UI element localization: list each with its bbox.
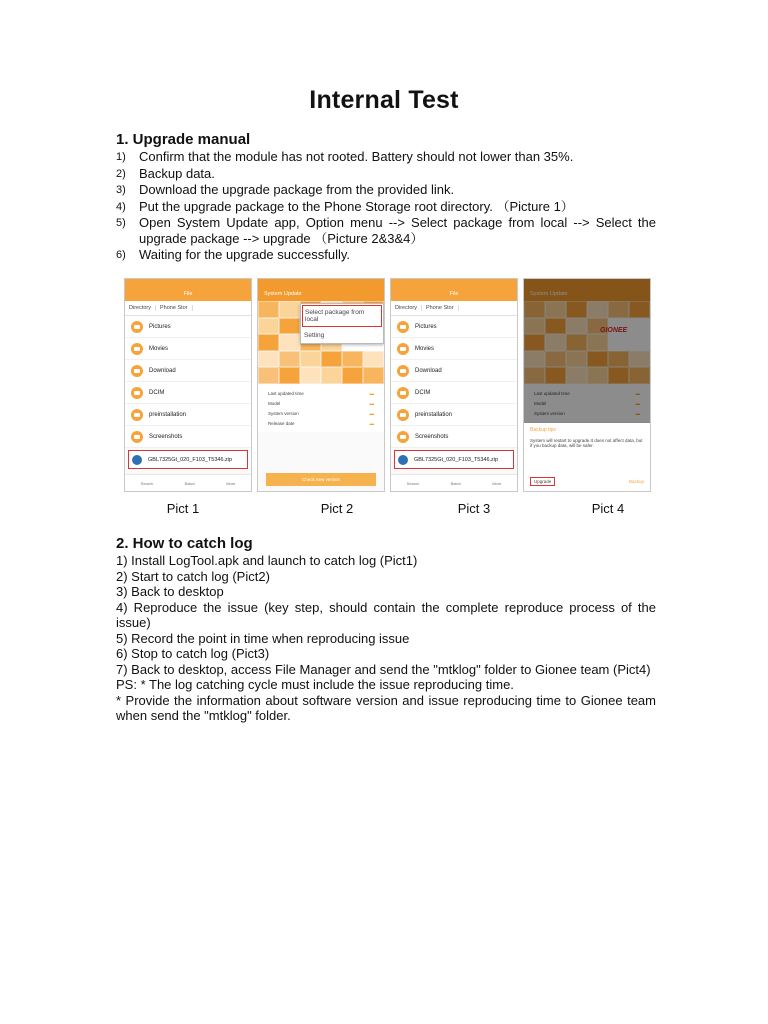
section-heading-upgrade: 1. Upgrade manual: [116, 131, 251, 148]
caption-pict-2: Pict 2: [320, 501, 354, 516]
list-item: 7) Back to desktop, access File Manager and send the "mtklog" folder to Gionee team (Pict4): [116, 661, 651, 677]
folder-icon: [397, 365, 409, 377]
folder-row: preinstallation: [125, 404, 251, 426]
list-item: 2) Backup data.: [116, 165, 215, 181]
section-heading-catch-log: 2. How to catch log: [116, 535, 253, 552]
caption-pict-3: Pict 3: [457, 501, 491, 516]
list-item: 6) Stop to catch log (Pict3): [116, 646, 270, 661]
zip-file-icon: [398, 455, 408, 465]
zip-file-icon: [132, 455, 142, 465]
check-new-version-button: Check new version: [266, 473, 376, 486]
upgrade-steps-list: [116, 149, 656, 263]
app-header: System Update: [258, 279, 384, 301]
backup-tips-dialog: Backup tips System will restart to upgrade.It does not affect data, but if you backup data, will be safer. Upgrade Backup: [524, 423, 650, 491]
folder-icon: [131, 387, 143, 399]
app-header: File: [125, 279, 251, 301]
folder-icon: [397, 431, 409, 443]
folder-icon: [397, 387, 409, 399]
gionee-logo: GIONEE: [600, 327, 628, 334]
folder-row: Screenshots: [125, 426, 251, 448]
caption-pict-4: Pict 4: [591, 501, 625, 516]
folder-icon: [131, 409, 143, 421]
folder-icon: [397, 409, 409, 421]
screenshot-backup-dialog: [523, 278, 651, 492]
folder-row: DCIM: [391, 382, 517, 404]
document-title: Internal Test: [309, 86, 459, 114]
package-file-row: GBL7325Gt_020_F103_T5346.zip: [128, 450, 248, 469]
breadcrumb: Directory Phone Stor: [391, 301, 517, 316]
version-info: Last updated time ▬ Model ▬ System version ▬ Release date ▬: [258, 384, 384, 432]
list-item: 6) Waiting for the upgrade successfully.: [116, 246, 350, 262]
catch-log-steps: [116, 553, 656, 724]
folder-row: Pictures: [125, 316, 251, 338]
folder-icon: [397, 343, 409, 355]
options-menu: [300, 303, 384, 344]
folder-row: preinstallation: [391, 404, 517, 426]
folder-icon: [131, 365, 143, 377]
menu-item-select-package: Select package from local: [302, 305, 382, 327]
list-item: 1) Confirm that the module has not rooted. Battery should not lower than 35%.: [116, 149, 574, 164]
list-item: 5) Record the point in time when reproducing issue: [116, 630, 410, 646]
bottom-nav: Search Batch More: [391, 474, 517, 491]
version-info: Last updated time ▬ Model ▬ System version ▬: [524, 384, 650, 422]
folder-icon: [131, 431, 143, 443]
folder-row: Pictures: [391, 316, 517, 338]
folder-row: Download: [391, 360, 517, 382]
screenshot-file-manager-1: [124, 278, 252, 492]
list-item: 2) Start to catch log (Pict2): [116, 568, 270, 584]
breadcrumb: Directory Phone Stor: [125, 301, 251, 316]
upgrade-button: Upgrade: [530, 477, 555, 486]
bottom-nav: Search Batch More: [125, 474, 251, 491]
list-item: 5) Open System Update app, Option menu --> Select package from local --> Select the upgrade package --> upgrade （Picture 2&3&4）: [116, 215, 656, 246]
folder-row: DCIM: [125, 382, 251, 404]
folder-row: Movies: [125, 338, 251, 360]
folder-row: Screenshots: [391, 426, 517, 448]
folder-row: Movies: [391, 338, 517, 360]
list-item: 3) Back to desktop: [116, 584, 224, 599]
caption-pict-1: Pict 1: [166, 501, 200, 516]
package-file-row: GBL7325Gt_020_F103_T5346.zip: [394, 450, 514, 469]
list-item: 1) Install LogTool.apk and launch to catch log (Pict1): [116, 553, 418, 568]
list-item: 4) Reproduce the issue (key step, should contain the complete reproduce process of the issue): [116, 599, 656, 630]
app-header: File: [391, 279, 517, 301]
backup-button: Backup: [628, 479, 644, 484]
app-header: System Update: [524, 279, 650, 301]
list-item: 3) Download the upgrade package from the provided link.: [116, 182, 455, 198]
list-item: * Provide the information about software version and issue reproducing time to Gionee team when send the "mtklog" folder.: [116, 692, 656, 723]
folder-icon: [131, 343, 143, 355]
folder-icon: [397, 321, 409, 333]
screenshot-system-update-menu: [257, 278, 385, 492]
list-item: PS: * The log catching cycle must include the issue reproducing time.: [116, 677, 514, 692]
screenshot-file-manager-2: [390, 278, 518, 492]
folder-row: Download: [125, 360, 251, 382]
folder-icon: [131, 321, 143, 333]
list-item: 4) Put the upgrade package to the Phone Storage root directory. （Picture 1）: [116, 198, 574, 214]
menu-item-setting: Setting: [304, 332, 325, 339]
